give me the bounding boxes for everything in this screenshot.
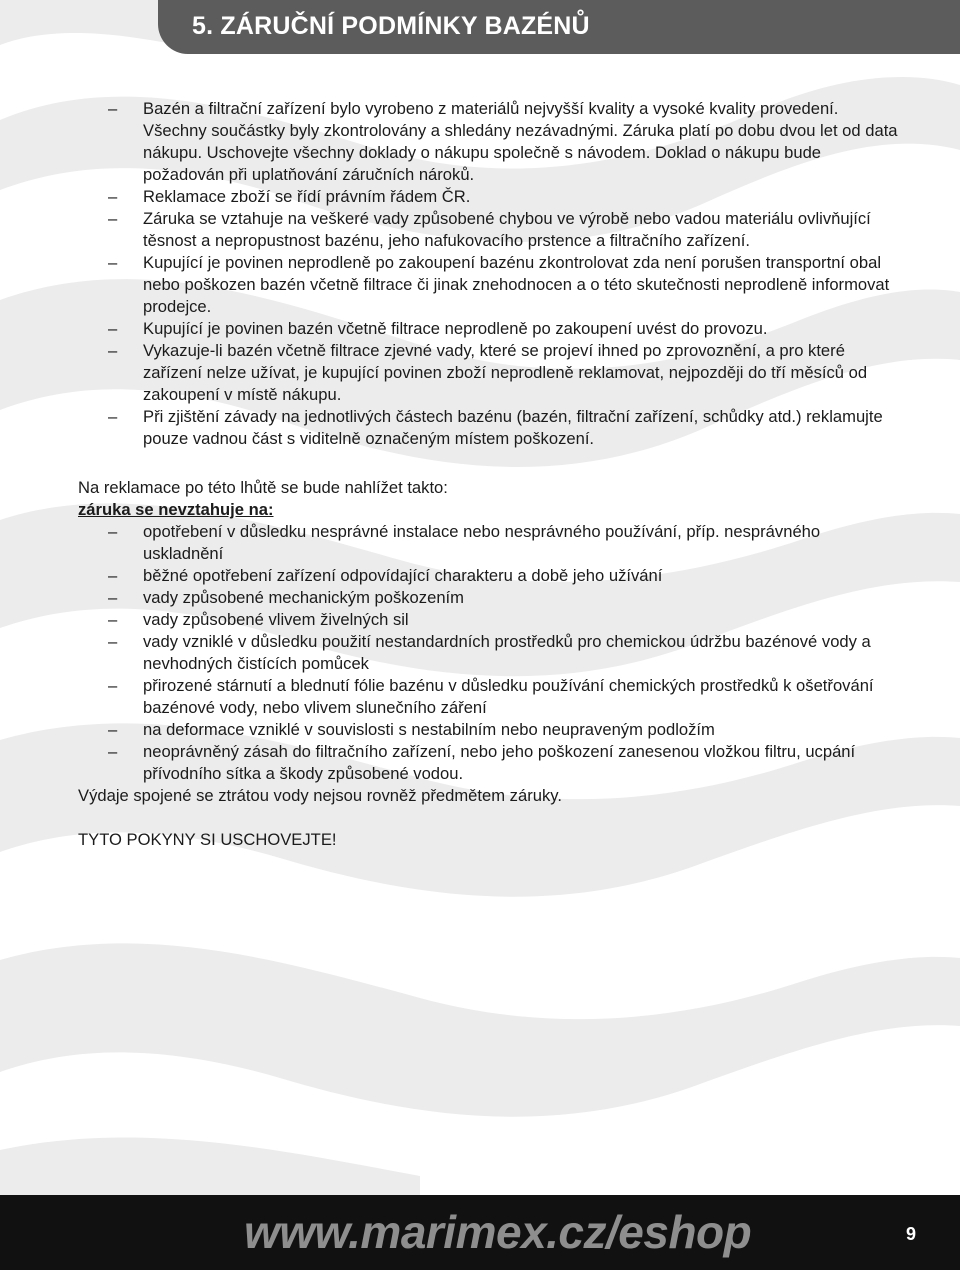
document-body bbox=[78, 98, 898, 851]
warranty-terms-list bbox=[78, 98, 898, 450]
page-number: 9 bbox=[906, 1224, 917, 1244]
list-item: – přirozené stárnutí a blednutí fólie bazénu v důsledku používání chemických prostředků k ošetřování bazénové vody, nebo vlivem slunečního záření bbox=[78, 675, 898, 719]
list-item: – Vykazuje-li bazén včetně filtrace zjevné vady, které se projeví ihned po zprovoznění, a pro které zařízení nelze užívat, je kupující povinen zboží neprodleně reklamovat, nejpozději do tří měsíců od zakoupení v místě nákupu. bbox=[78, 340, 898, 406]
footer-bar bbox=[0, 1195, 960, 1270]
list-item: – Záruka se vztahuje na veškeré vady způsobené chybou ve výrobě nebo vadou materiálu ovlivňující těsnost a nepropustnost bazénu, jeho nafukovacího prstence a filtračního zařízení. bbox=[78, 208, 898, 252]
list-item: – vady způsobené mechanickým poškozením bbox=[78, 587, 898, 609]
water-cost-note: Výdaje spojené se ztrátou vody nejsou rovněž předmětem záruky. bbox=[78, 786, 562, 805]
exclusions-list bbox=[78, 521, 898, 785]
list-item: – Při zjištění závady na jednotlivých částech bazénu (bazén, filtrační zařízení, schůdky atd.) reklamujte pouze vadnou část s viditelně označeným místem poškození. bbox=[78, 406, 898, 450]
eshop-link[interactable]: www.marimex.cz/eshop bbox=[244, 1206, 752, 1258]
intro-paragraph: Na reklamace po této lhůtě se bude nahlížet takto: bbox=[78, 478, 448, 497]
list-item: – běžné opotřebení zařízení odpovídající charakteru a době jeho užívání bbox=[78, 565, 898, 587]
list-item: – vady způsobené vlivem živelných sil bbox=[78, 609, 898, 631]
page-title: 5. ZÁRUČNÍ PODMÍNKY BAZÉNŮ bbox=[192, 12, 590, 40]
list-item: – opotřebení v důsledku nesprávné instalace nebo nesprávného používání, příp. nesprávného uskladnění bbox=[78, 521, 898, 565]
list-item: – Kupující je povinen bazén včetně filtrace neprodleně po zakoupení uvést do provozu. bbox=[78, 318, 898, 340]
list-item: – Kupující je povinen neprodleně po zakoupení bazénu zkontrolovat zda není porušen transportní obal nebo poškozen bazén včetně filtrace či jinak znehodnocen a o této skutečnosti neprodleně informovat prodejce. bbox=[78, 252, 898, 318]
keep-instructions-note: TYTO POKYNY SI USCHOVEJTE! bbox=[78, 830, 337, 849]
section-header bbox=[158, 0, 960, 54]
list-item: – neoprávněný zásah do filtračního zařízení, nebo jeho poškození zanesenou vložkou filtru, ucpání přívodního sítka a škody způsobené vodou. bbox=[78, 741, 898, 785]
list-item: – na deformace vzniklé v souvislosti s nestabilním nebo neupraveným podložím bbox=[78, 719, 898, 741]
list-item: – vady vzniklé v důsledku použití nestandardních prostředků pro chemickou údržbu bazénové vody a nevhodných čistících pomůcek bbox=[78, 631, 898, 675]
list-item: – Bazén a filtrační zařízení bylo vyrobeno z materiálů nejvyšší kvality a vysoké kvality provedení. Všechny součástky byly zkontrolovány a shledány nezávadnými. Záruka platí po dobu dvou let od data nákupu. Uschovejte všechny doklady o nákupu společně s návodem. Doklad o nákupu bude požadován při uplatňování záručních nároků. bbox=[78, 98, 898, 186]
list-item: – Reklamace zboží se řídí právním řádem ČR. bbox=[78, 186, 898, 208]
exclusion-heading: záruka se nevztahuje na: bbox=[78, 500, 274, 519]
